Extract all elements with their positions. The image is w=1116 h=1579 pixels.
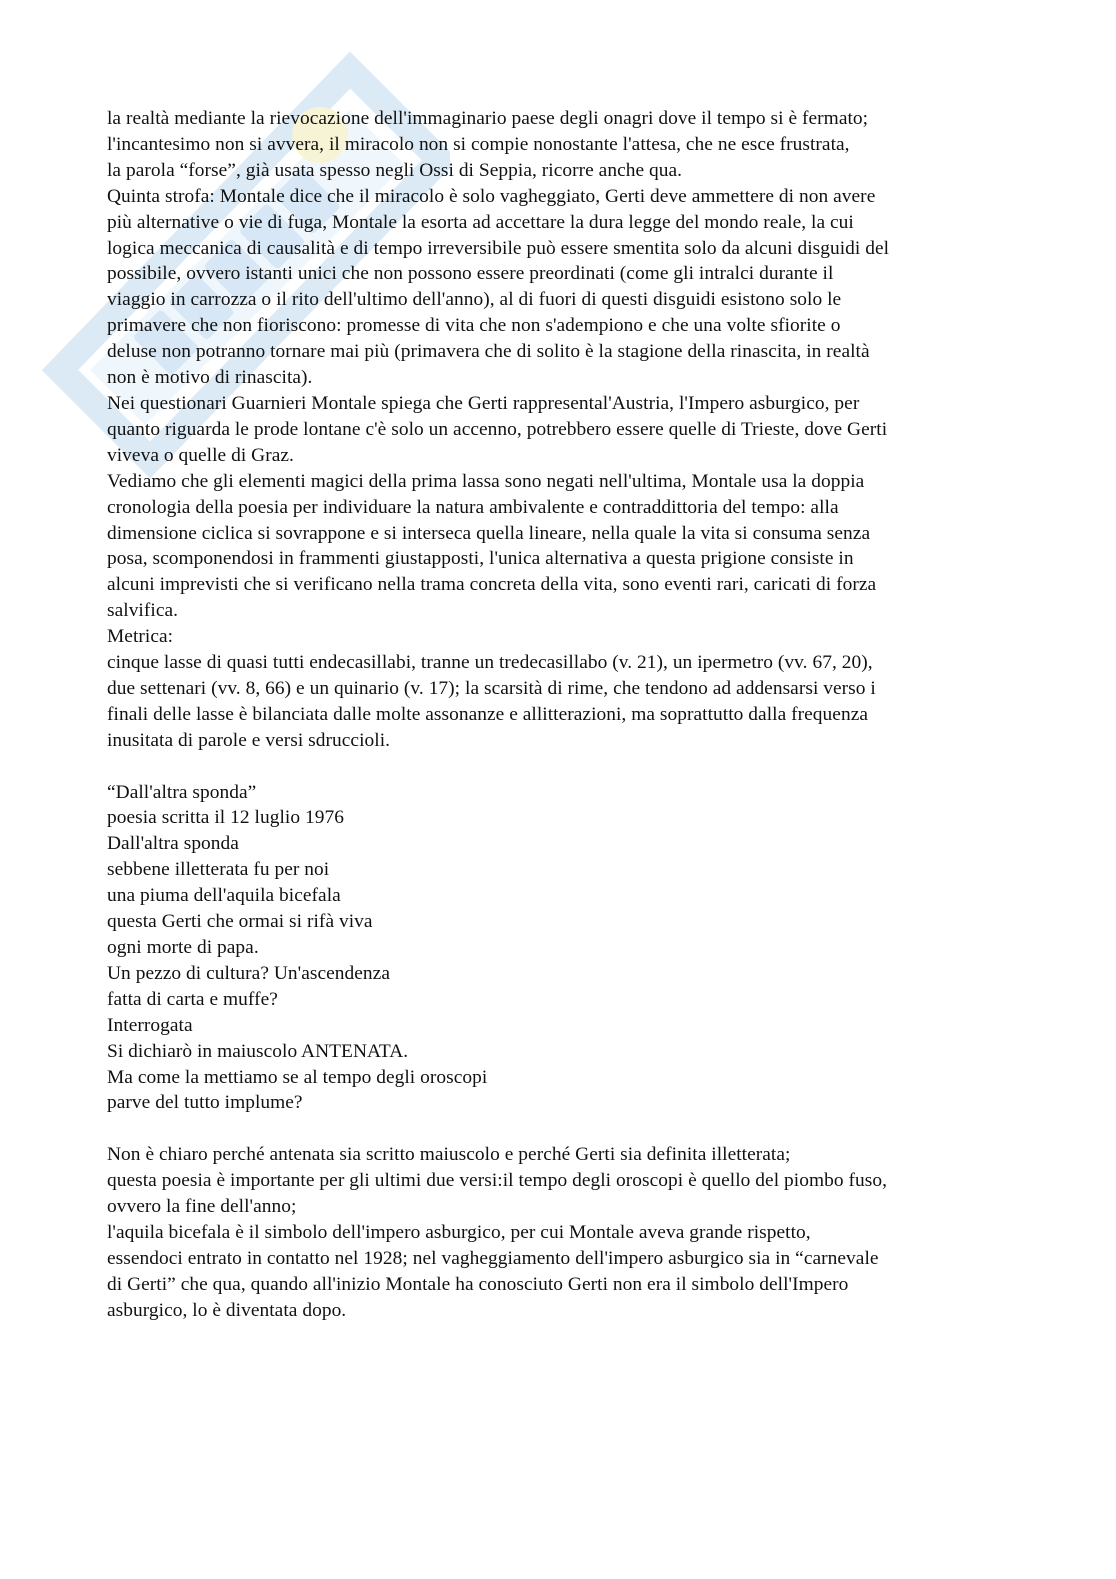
text-line: la realtà mediante la rievocazione dell'immaginario paese degli onagri dove il tempo si è fermato; [107, 108, 869, 129]
text-line: la parola “forse”, già usata spesso negli Ossi di Seppia, ricorre anche qua. [107, 159, 683, 181]
text-line: posa, scomponendosi in frammenti giustapposti, l'unica alternativa a questa prigione consiste in [107, 548, 854, 570]
poem-title: “Dall'altra sponda” [107, 781, 257, 803]
text-line: non è motivo di rinascita). [107, 367, 313, 389]
guarnieri-paragraph [107, 391, 1027, 469]
poem-verse: Si dichiarò in maiuscolo ANTENATA. [107, 1040, 409, 1062]
text-line: primavere che non fioriscono: promesse di vita che non s'adempiono e che una volte sfiorite o [107, 315, 841, 337]
text-line: Nei questionari Guarnieri Montale spiega che Gerti rappresental'Austria, l'Impero asburgico, per [107, 392, 860, 414]
poem-verse: Ma come la mettiamo se al tempo degli oroscopi [107, 1066, 488, 1088]
poem-section [107, 780, 1027, 1117]
text-line: alcuni imprevisti che si verificano nella trama concreta della vita, sono eventi rari, caricati di forza [107, 574, 877, 596]
text-line: possibile, ovvero istanti unici che non possono essere preordinati (come gli intralci durante il [107, 263, 834, 285]
poem-verse: Dall'altra sponda [107, 833, 239, 855]
text-line: cronologia della poesia per individuare la natura ambivalente e contraddittoria del tempo: alla [107, 496, 839, 518]
poem-verse: questa Gerti che ormai si rifà viva [107, 911, 373, 933]
text-line: inusitata di parole e versi sdruccioli. [107, 729, 391, 751]
text-line: finali delle lasse è bilanciata dalle molte assonanze e allitterazioni, ma soprattutto dalla frequenza [107, 703, 869, 725]
text-line: due settenari (vv. 8, 66) e un quinario (v. 17); la scarsità di rime, che tendono ad addensarsi verso i [107, 677, 876, 699]
poem-verse: Interrogata [107, 1014, 193, 1036]
poem-verse: Un pezzo di cultura? Un'ascendenza [107, 962, 390, 984]
poem-date-line: poesia scritta il 12 luglio 1976 [107, 807, 344, 829]
metrica-section [107, 624, 1027, 754]
text-line: logica meccanica di causalità e di tempo irreversibile può essere smentita solo da alcuni disguidi del [107, 237, 890, 259]
text-line: di Gerti” che qua, quando all'inizio Montale ha conosciuto Gerti non era il simbolo dell'Impero [107, 1273, 849, 1295]
text-line: essendoci entrato in contatto nel 1928; nel vagheggiamento dell'impero asburgico sia in “carnevale [107, 1247, 879, 1269]
text-line: Non è chiaro perché antenata sia scritto maiuscolo e perché Gerti sia definita illetterata; [107, 1144, 791, 1166]
document-page [107, 106, 1027, 1324]
text-line: viveva o quelle di Graz. [107, 444, 294, 466]
text-line: ovvero la fine dell'anno; [107, 1196, 297, 1218]
text-line: salvifica. [107, 600, 179, 622]
intro-paragraph [107, 106, 1027, 184]
text-line: più alternative o vie di fuga, Montale la esorta ad accettare la dura legge del mondo reale, la cui [107, 211, 854, 233]
poem-verse: una piuma dell'aquila bicefala [107, 885, 341, 907]
text-line: viaggio in carrozza o il rito dell'ultimo dell'anno), al di fuori di questi disguidi esistono solo le [107, 289, 842, 311]
metrica-heading: Metrica: [107, 626, 174, 648]
poem-verse: parve del tutto implume? [107, 1092, 303, 1114]
poem-verse: ogni morte di papa. [107, 936, 259, 958]
text-line: asburgico, lo è diventata dopo. [107, 1299, 347, 1321]
quinta-strofa-paragraph [107, 184, 1027, 391]
commento-paragraph [107, 1142, 1027, 1323]
spacer [107, 1116, 1027, 1142]
text-line: Vediamo che gli elementi magici della prima lassa sono negati nell'ultima, Montale usa la doppia [107, 470, 865, 492]
text-line: l'aquila bicefala è il simbolo dell'impero asburgico, per cui Montale aveva grande rispetto, [107, 1221, 811, 1243]
text-line: questa poesia è importante per gli ultimi due versi:il tempo degli oroscopi è quello del piombo fuso, [107, 1170, 887, 1192]
text-line: Quinta strofa: Montale dice che il miracolo è solo vagheggiato, Gerti deve ammettere di non avere [107, 185, 876, 207]
vediamo-paragraph [107, 469, 1027, 624]
text-line: quanto riguarda le prode lontane c'è solo un accenno, potrebbero essere quelle di Trieste, dove Gerti [107, 418, 888, 440]
poem-verse: sebbene illetterata fu per noi [107, 859, 330, 881]
text-line: dimensione ciclica si sovrappone e si interseca quella lineare, nella quale la vita si consuma senza [107, 522, 871, 544]
text-line: deluse non potranno tornare mai più (primavera che di solito è la stagione della rinascita, in realtà [107, 341, 870, 363]
poem-verse: fatta di carta e muffe? [107, 988, 278, 1010]
text-line: l'incantesimo non si avvera, il miracolo non si compie nonostante l'attesa, che ne esce frustrata, [107, 133, 850, 155]
text-line: cinque lasse di quasi tutti endecasillabi, tranne un tredecasillabo (v. 21), un ipermetro (vv. 67, 20), [107, 652, 873, 674]
spacer [107, 754, 1027, 780]
